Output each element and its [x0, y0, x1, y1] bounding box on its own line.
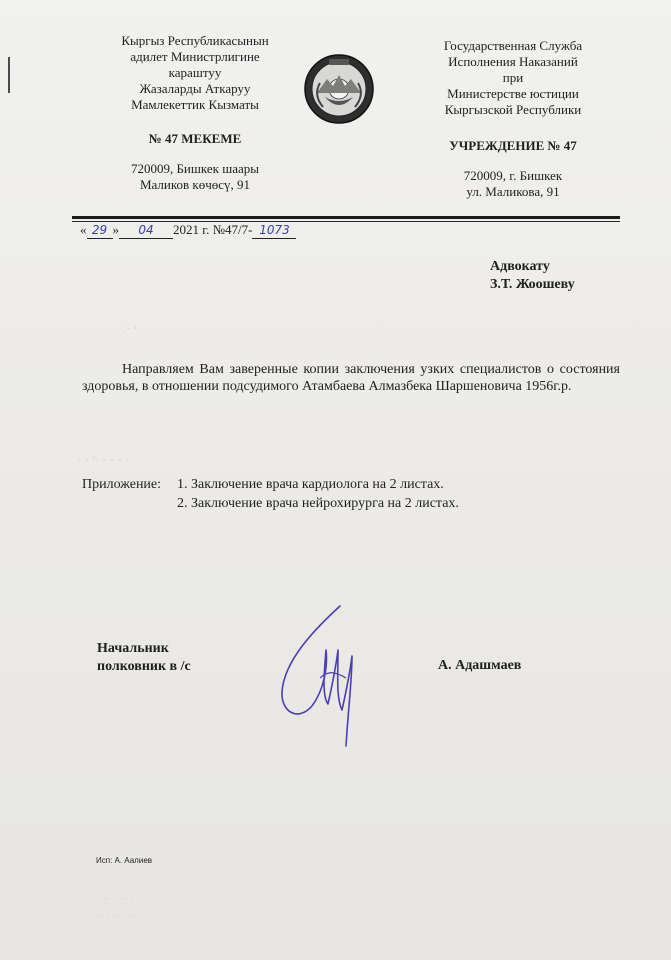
date-month-field	[119, 222, 173, 239]
outgoing-number: 1073	[259, 223, 290, 237]
addressee-name: З.Т. Жоошеву	[490, 277, 575, 292]
binder-mark	[8, 57, 10, 93]
signer-name: А. Адашмаев	[438, 658, 522, 673]
letter-body: Направляем Вам заверенные копии заключения узких специалистов о состояния здоровья, в отношении подсудимого Атамбаева Алмазбека Шаршеновича 1956г.р.	[82, 362, 620, 394]
signer-title-block	[97, 640, 191, 676]
address-line: ул. Маликова, 91	[466, 184, 560, 199]
header-right-line: Министерстве юстиции	[447, 86, 579, 101]
header-right-line: Кыргызской Республики	[444, 102, 582, 117]
address-kyrgyz	[100, 161, 290, 193]
bleed-through-mark: ·ˉ ʼ·	[123, 326, 142, 336]
header-divider	[72, 216, 620, 219]
header-left-line: Кыргыз Республикасынын	[121, 33, 269, 48]
outgoing-number-field	[252, 222, 296, 239]
header-left-line: Мамлекеттик Кызматы	[131, 97, 259, 112]
addressee-title: Адвокату	[490, 259, 550, 274]
address-line: 720009, г. Бишкек	[463, 168, 563, 183]
addressee-block	[490, 258, 575, 294]
reference-line	[80, 222, 296, 239]
attachment-row	[82, 475, 459, 494]
bleed-through-mark: ∙ ∙∙ ∙ ∙∙ ∙	[96, 893, 135, 903]
executor-note: Исп: А. Аалиев	[96, 856, 153, 865]
state-emblem-icon	[303, 53, 375, 125]
date-day: 29	[91, 223, 108, 237]
header-left-line: адилет Министрлигине	[130, 49, 260, 64]
header-right-line: Государственная Служба	[443, 38, 583, 53]
attachments-label: Приложение:	[82, 477, 162, 492]
institution-number-russian: УЧРЕЖДЕНИЕ № 47	[449, 138, 577, 153]
header-left-line: караштуу	[168, 65, 222, 80]
date-day-field	[87, 222, 113, 239]
attachments-block	[82, 475, 459, 513]
attachment-item: 2. Заключение врача нейрохирурга на 2 листах.	[177, 496, 459, 511]
year-and-number-prefix: 2021 г. №47/7-	[173, 222, 253, 237]
open-quote: «	[80, 222, 87, 237]
signer-rank: полковник в /с	[97, 659, 191, 674]
attachment-row	[82, 494, 459, 513]
address-line: 720009, Бишкек шаары	[130, 161, 260, 176]
close-quote: »	[112, 222, 119, 237]
bleed-through-mark: · ‐ ʹ· ‐ ‐ ‐ ·	[78, 455, 130, 465]
header-right-line: при	[502, 70, 524, 85]
header-right-line: Исполнения Наказаний	[448, 54, 578, 69]
address-line: Маликов көчөсү, 91	[139, 177, 251, 192]
handwritten-signature	[276, 600, 366, 750]
bleed-through-mark: ∙∙ ∙ ∙∙∙ ∙∙	[96, 911, 135, 921]
attachment-item: 1. Заключение врача кардиолога на 2 листах.	[177, 477, 444, 492]
institution-number-kyrgyz: № 47 МЕКЕМЕ	[148, 131, 242, 146]
header-left-line: Жазаларды Аткаруу	[139, 81, 251, 96]
date-month: 04	[138, 223, 154, 237]
header-right-russian	[418, 38, 608, 200]
signer-position: Начальник	[97, 641, 169, 656]
address-russian	[418, 168, 608, 200]
header-left-kyrgyz	[100, 33, 290, 193]
